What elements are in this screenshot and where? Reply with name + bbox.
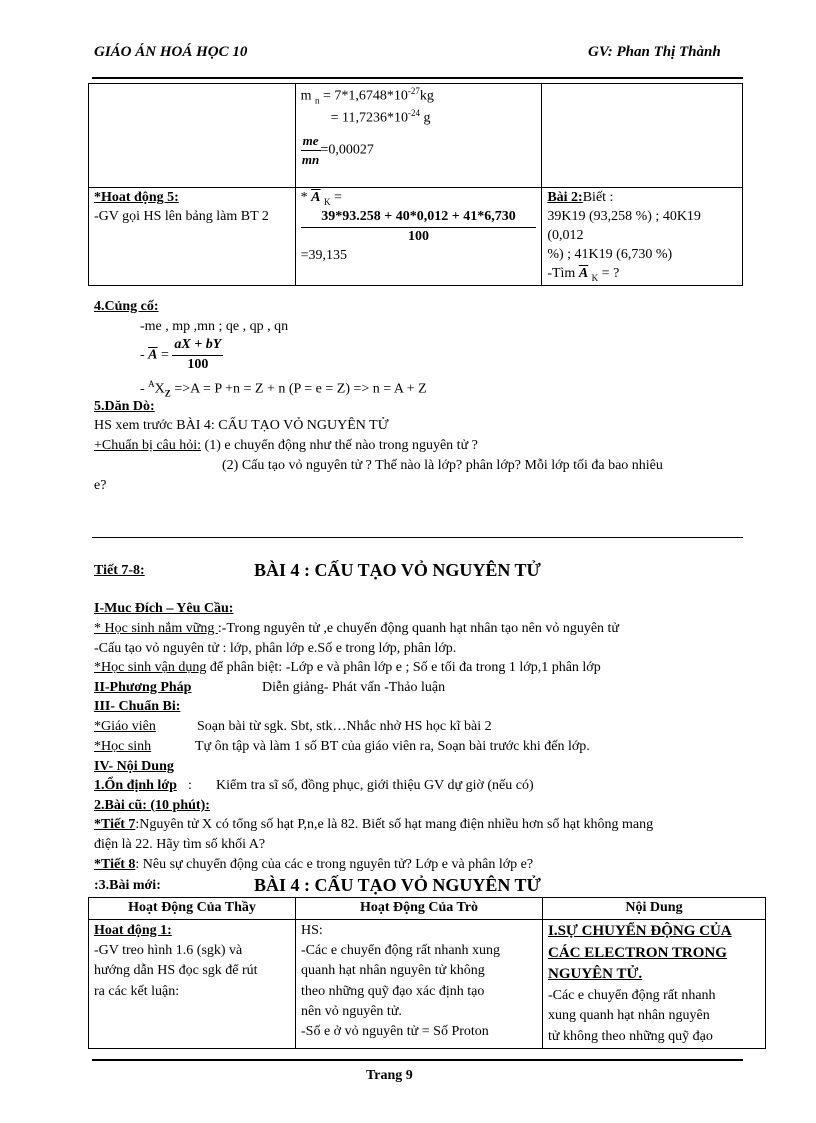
cell-thay: Hoat động 1: -GV treo hình 1.6 (sgk) và hướng dẫn HS đọc sgk để rút ra các kết luận: — [89, 919, 296, 1048]
bai-moi-title: BÀI 4 : CẤU TẠO VỎ NGUYÊN TỬ — [254, 875, 541, 895]
on-dinh-text: Kiểm tra sĩ số, đồng phục, giới thiệu GV dự giờ (nếu có) — [216, 778, 534, 793]
muc-dich-title: I-Muc Đích – Yêu Cầu: — [94, 601, 234, 616]
header-left: GIÁO ÁN HOÁ HỌC 10 — [94, 44, 248, 60]
cung-co-line1: -me , mp ,mn ; qe , qp , qn — [140, 319, 289, 334]
on-dinh-label: 1.Ổn định lớp — [94, 778, 177, 793]
header-noi-dung: Nội Dung — [543, 898, 766, 920]
footer-rule — [92, 1059, 743, 1061]
giao-vien-text: Soạn bài từ sgk. Sbt, stk…Nhắc nhở HS học kĩ bài 2 — [197, 719, 492, 734]
tiet7-line2: điện là 22. Hãy tìm số khối A? — [94, 837, 266, 852]
dan-do-line4: e? — [94, 478, 107, 493]
tiet7-line1: *Tiết 7:Nguyên tử X có tổng số hạt P,n,e là 82. Biết số hạt mang điện nhiều hơn số hạt không mang — [94, 817, 654, 832]
chuan-bi-title: III- Chuẩn Bi: — [94, 699, 181, 714]
header-rule — [92, 77, 743, 79]
cell-tro: HS: -Các e chuyển động rất nhanh xung quanh hạt nhân nguyên tử không theo những quỹ đạo xác định tạo nên vỏ nguyên tử. -Số e ở vỏ nguyên tử = Số Proton — [296, 919, 543, 1048]
cell-noi-dung: I.SỰ CHUYỂN ĐỘNG CỦA CÁC ELECTRON TRONG NGUYÊN TỬ. -Các e chuyển động rất nhanh xung quanh hạt nhân nguyên tử không theo những quỹ đạo — [543, 919, 766, 1048]
average-mass-fraction: 39*93.258 + 40*0,012 + 41*6,730 100 — [301, 208, 537, 247]
cung-co-formula: - $\overline{A}$ = $\frac{aX + bY}{100}$ — [140, 337, 222, 372]
dan-do-line2: +Chuẩn bị câu hỏi: (1) e chuyển động như thế nào trong nguyên tử ? — [94, 438, 478, 453]
hoc-sinh-label: *Học sinh — [94, 739, 152, 754]
tiet8-line: *Tiết 8: Nêu sự chuyển động của các e trong nguyên tử? Lớp e và phân lớp e? — [94, 857, 534, 872]
phuong-phap-text: Diễn giảng- Phát vấn -Thảo luận — [262, 680, 446, 695]
top-row1-mid: m $_n = 7*1,6748*10^{-27}kg$ = $11,7236*10^{-24}$ g $\frac{me}{mn}$ =0,00027 — [295, 84, 542, 188]
top-row2-left: *Hoat động 5: -GV gọi HS lên bảng làm BT 2 — [89, 188, 296, 286]
dan-do-line3: (2) Cấu tạo vỏ nguyên tử ? Thế nào là lớp? phân lớp? Mỗi lớp tối đa bao nhiêu — [222, 458, 663, 473]
top-row2-right: Bài 2:Biết : 39K19 (93,258 %) ; 40K19 (0,012 %) ; 41K19 (6,730 %) -Tìm $\overline{A}$ $_K$ = ? — [542, 188, 743, 286]
muc-dich-line1: * Học sinh nắm vững :-Trong nguyên tử ,e chuyển động quanh hạt nhân tạo nên vỏ nguyên tử — [94, 621, 620, 636]
section-divider — [92, 537, 743, 538]
cung-co-title: 4.Củng cố: — [94, 299, 159, 314]
me-mn-fraction: $\frac{me}{mn}$ =0,00027 — [301, 133, 374, 167]
dan-do-title: 5.Dăn Dò: — [94, 399, 155, 414]
cung-co-line3: - $^AX_Z =>A = P +n = Z + n$ (P = e = Z) => n = A + Z — [140, 379, 427, 399]
noi-dung-title: IV- Nội Dung — [94, 759, 174, 774]
top-row1-left — [89, 84, 296, 188]
bai-cu-title: 2.Bài cũ: (10 phút): — [94, 798, 210, 813]
top-row1-right — [542, 84, 743, 188]
muc-dich-line2: -Cấu tạo vỏ nguyên tử : lớp, phân lớp e.Số e trong lớp, phân lớp. — [94, 641, 457, 656]
muc-dich-line3: *Học sinh vận dụng để phân biệt: -Lớp e và phân lớp e ; Số e tối đa trong 1 lớp,1 phân lớp — [94, 660, 601, 675]
lesson-title: BÀI 4 : CẤU TẠO VỎ NGUYÊN TỬ — [254, 560, 541, 580]
header-thay: Hoạt Động Của Thầy — [89, 898, 296, 920]
page-number: Trang 9 — [366, 1068, 413, 1083]
dan-do-line1: HS xem trước BÀI 4: CẤU TẠO VỎ NGUYÊN TỬ — [94, 418, 389, 433]
top-table — [88, 83, 743, 286]
phuong-phap: II-Phương Pháp — [94, 680, 192, 695]
giao-vien-label: *Giáo viên — [94, 719, 156, 734]
hoc-sinh-text: Tự ôn tập và làm 1 số BT của giáo viên ra, Soạn bài trước khi đến lớp. — [195, 739, 590, 754]
tiet-label: Tiết 7-8: — [94, 563, 145, 578]
bai-moi-label: :3.Bài mới: — [94, 878, 161, 893]
activity-table — [88, 897, 766, 1049]
top-row2-mid: * $\overline{A}$ $_K$ = 39*93.258 + 40*0,012 + 41*6,730 100 =39,135 — [295, 188, 542, 286]
header-tro: Hoạt Động Của Trò — [296, 898, 543, 920]
header-right: GV: Phan Thị Thành — [588, 44, 721, 60]
